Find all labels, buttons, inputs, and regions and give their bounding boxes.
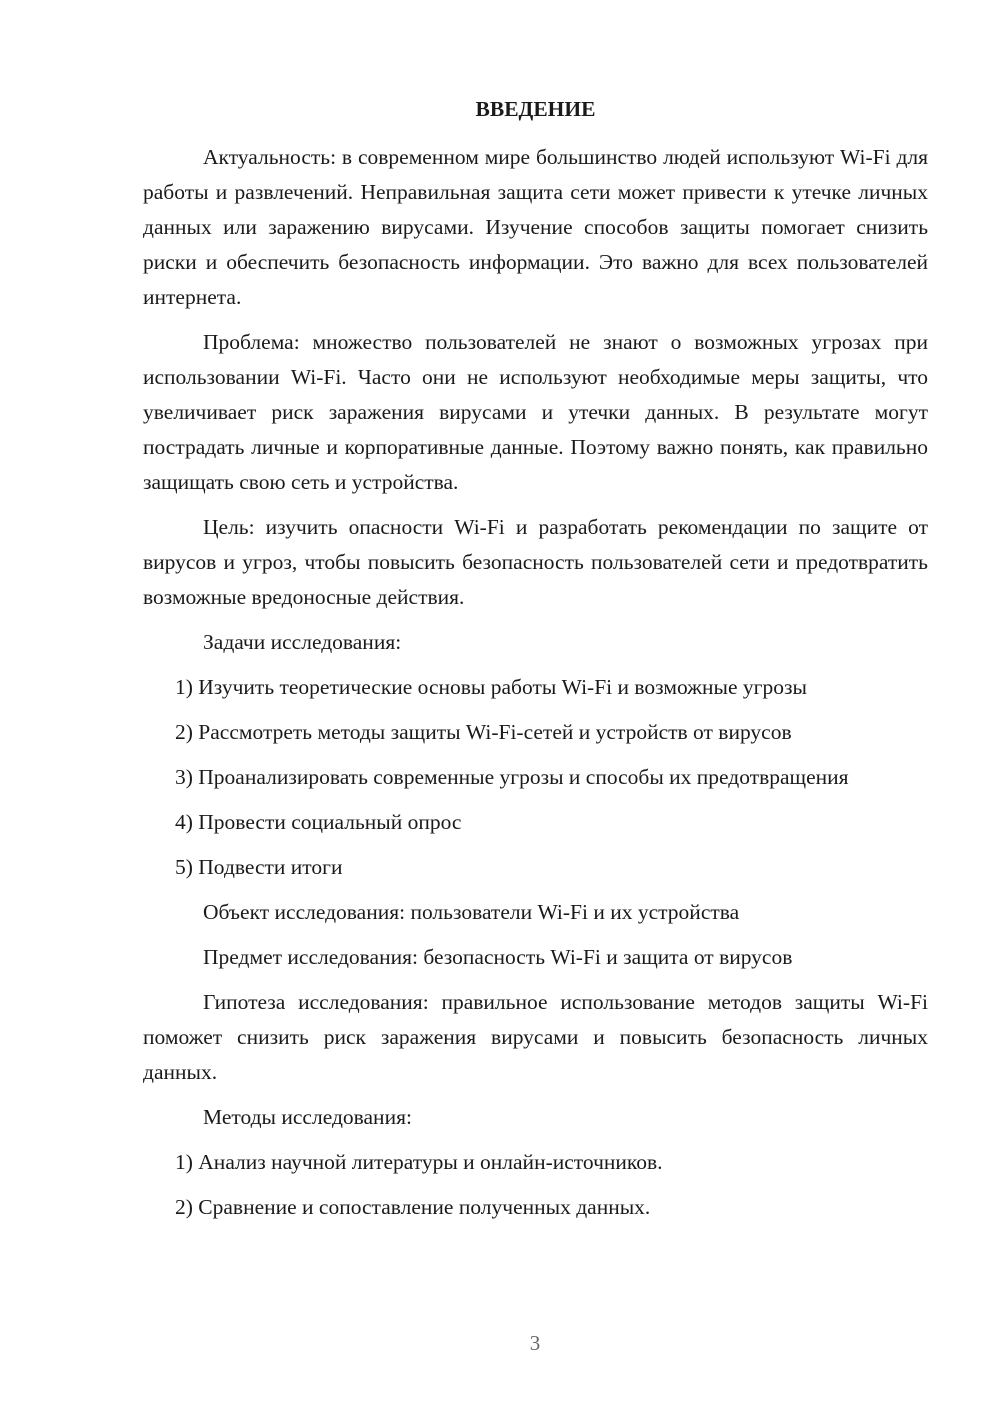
subject-line: Предмет исследования: безопасность Wi-Fi и защита от вирусов (203, 945, 793, 969)
methods-heading: Методы исследования: (203, 1105, 412, 1129)
task-item: 4) Провести социальный опрос (175, 810, 462, 834)
object-line: Объект исследования: пользователи Wi-Fi и их устройства (203, 900, 740, 924)
task-item: 1) Изучить теоретические основы работы Wi-Fi и возможные угрозы (175, 675, 807, 699)
page-number: 3 (529, 1331, 541, 1355)
document-page (143, 92, 928, 1235)
relevance-paragraph: Актуальность: в современном мире большинство людей используют Wi-Fi для работы и развлечений. Неправильная защита сети может привести к утечке личных данных или заражению вирусами. Изучение способов защиты помогает снизить риски и обеспечить безопасность информации. Это важно для всех пользователей интернета. (143, 145, 928, 309)
method-item: 1) Анализ научной литературы и онлайн-источников. (175, 1150, 663, 1174)
hypothesis-paragraph: Гипотеза исследования: правильное использование методов защиты Wi-Fi поможет снизить риск заражения вирусами и повысить безопасность личных данных. (143, 990, 928, 1084)
section-title: ВВЕДЕНИЕ (475, 97, 596, 121)
method-item: 2) Сравнение и сопоставление полученных данных. (175, 1195, 651, 1219)
task-item: 3) Проанализировать современные угрозы и способы их предотвращения (175, 765, 849, 789)
goal-paragraph: Цель: изучить опасности Wi-Fi и разработать рекомендации по защите от вирусов и угроз, чтобы повысить безопасность пользователей сети и предотвратить возможные вредоносные действия. (143, 515, 928, 609)
problem-paragraph: Проблема: множество пользователей не знают о возможных угрозах при использовании Wi-Fi. Часто они не используют необходимые меры защиты, что увеличивает риск заражения вирусами и утечки данных. В результате могут пострадать личные и корпоративные данные. Поэтому важно понять, как правильно защищать свою сеть и устройства. (143, 330, 928, 494)
task-item: 2) Рассмотреть методы защиты Wi-Fi-сетей и устройств от вирусов (175, 720, 792, 744)
tasks-heading: Задачи исследования: (203, 630, 402, 654)
task-item: 5) Подвести итоги (175, 855, 343, 879)
